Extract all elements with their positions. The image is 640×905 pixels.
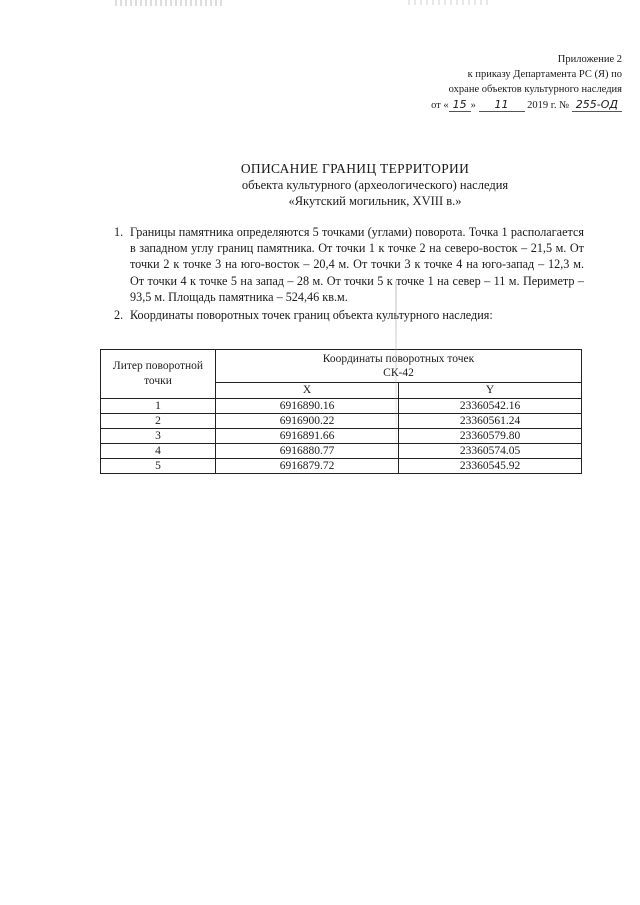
- point-x: 6916891.66: [216, 429, 399, 444]
- point-number: 2: [101, 414, 216, 429]
- table-row: [101, 414, 582, 429]
- scan-artifact: [408, 0, 488, 5]
- point-number: 3: [101, 429, 216, 444]
- scan-artifact: [115, 0, 225, 6]
- point-number: 4: [101, 444, 216, 459]
- header-x: X: [216, 383, 399, 399]
- item-number: 1.: [114, 225, 124, 239]
- item-number: 2.: [114, 308, 124, 323]
- title-object: объекта культурного (археологического) наследия: [241, 178, 509, 192]
- header-coords-title: Координаты поворотных точек: [322, 353, 475, 365]
- scan-artifact: [395, 281, 397, 481]
- title-main: ОПИСАНИЕ ГРАНИЦ ТЕРРИТОРИИ: [240, 161, 470, 176]
- point-y: 23360574.05: [399, 444, 582, 459]
- date-month: 11: [479, 98, 525, 112]
- list-item: [114, 307, 584, 323]
- item-text: Границы памятника определяются 5 точками (углами) поворота. Точка 1 располагается в западном углу границ памятника. От точки 1 к точке 2 на северо-восток – 21,5 м. От точки 2 к точке 3 на юго-восток – 20,4 м. От точки 3 к точке 4 на юго-запад – 12,3 м. От точки 4 к точке 5 на запад – 28 м. От точки 5 к точке 1 на север – 11 м. Периметр – 93,5 м. Площадь памятника – 524,46 кв.м.: [130, 225, 584, 304]
- header-y: Y: [399, 383, 582, 399]
- annex-title: Приложение 2: [557, 54, 622, 65]
- date-day: 15: [449, 98, 471, 112]
- document-title: [0, 161, 640, 209]
- item-text: Координаты поворотных точек границ объекта культурного наследия:: [130, 308, 493, 323]
- date-year: 2019 г. №: [527, 100, 570, 111]
- header-coords: [216, 350, 582, 383]
- annex-date-line: [362, 97, 622, 113]
- point-y: 23360579.80: [399, 429, 582, 444]
- annex-header: [362, 52, 622, 113]
- annex-department: охране объектов культурного наследия: [448, 84, 622, 95]
- table-row: [101, 459, 582, 474]
- point-number: 5: [101, 459, 216, 474]
- title-site-name: «Якутский могильник, XVIII в.»: [288, 194, 462, 208]
- point-x: 6916890.16: [216, 399, 399, 414]
- description-list: [114, 224, 584, 323]
- table-row: [101, 399, 582, 414]
- order-number: 255-ОД: [572, 98, 622, 112]
- table-row: [101, 444, 582, 459]
- point-x: 6916879.72: [216, 459, 399, 474]
- annex-order-ref: к приказу Департамента РС (Я) по: [467, 69, 622, 80]
- list-item: [114, 224, 584, 305]
- header-coords-system: СК-42: [383, 367, 414, 379]
- date-prefix: от «: [431, 100, 449, 111]
- date-mid: »: [470, 100, 476, 111]
- point-number: 1: [101, 399, 216, 414]
- coordinates-table: [100, 349, 582, 474]
- point-y: 23360561.24: [399, 414, 582, 429]
- point-y: 23360545.92: [399, 459, 582, 474]
- table-row: [101, 429, 582, 444]
- point-y: 23360542.16: [399, 399, 582, 414]
- point-x: 6916880.77: [216, 444, 399, 459]
- table-header-row: [101, 350, 582, 383]
- header-litera: Литер поворотной точки: [101, 350, 216, 399]
- point-x: 6916900.22: [216, 414, 399, 429]
